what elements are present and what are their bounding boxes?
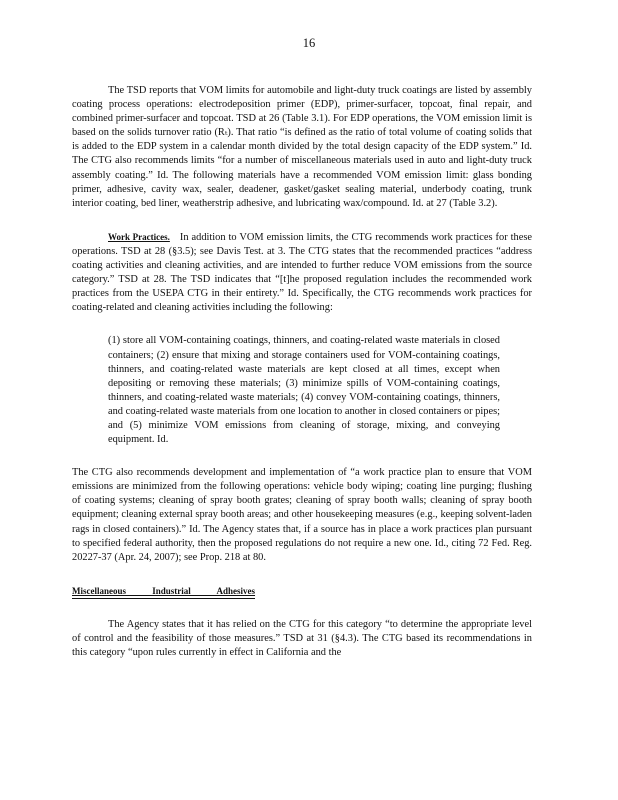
- paragraph-adhesives-ctg: The Agency states that it has relied on the CTG for this category “to determine the appropriate level of control and the feasibility of those measures.” TSD at 31 (§4.3). The CTG based its recommendations in this category “upon rules currently in effect in California and the: [72, 618, 532, 659]
- section-heading-wrapper: [72, 584, 532, 599]
- spacer: [72, 211, 532, 230]
- spacer: [72, 447, 532, 466]
- section-heading-misc-industrial-adhesives: Miscellaneous Industrial Adhesives: [72, 584, 255, 599]
- spacer: [72, 599, 532, 618]
- block-quote-work-practices-list: (1) store all VOM-containing coatings, thinners, and coating-related waste materials in closed containers; (2) ensure that mixing and storage containers used for VOM-containing coatings, thinners, and coating-related waste materials are kept closed at all times, except when depositing or removing these materials; (3) minimize spills of VOM-containing coatings, thinners, and coating-related waste materials; (4) convey VOM-containing coatings, thinners, and coating-related waste materials from one location to another in closed containers or pipes; and (5) minimize VOM emissions from cleaning of storage, mixing, and conveying equipment. Id.: [108, 335, 500, 446]
- page-number: 16: [302, 36, 316, 50]
- spacer: [72, 315, 532, 334]
- paragraph-work-practices-text: In addition to VOM emission limits, the CTG recommends work practices for these operations. TSD at 28 (§3.5); see Davis Test. at 3. The CTG states that the recommended practices “address coating activities and cleaning activities, and are intended to further reduce VOM emissions from the source category.” TSD at 28. The TSD indicates that “[t]he proposed regulation includes the recommended work practices from the USEPA CTG in their entirety.” Id. Specifically, the CTG recommends work practices for coating-related and cleaning activities including the following:: [72, 231, 533, 314]
- paragraph-work-practices: [72, 230, 532, 316]
- document-body: [72, 84, 532, 660]
- paragraph-auto-coating-limits: The TSD reports that VOM limits for automobile and light-duty truck coatings are listed by assembly coating process operations: electrodeposition primer (EDP), primer-surfacer, topcoat, final repair, and combined primer-surfacer and topcoat. TSD at 26 (Table 3.1). For EDP operations, the VOM emission limit is based on the solids turnover ratio (Rₜ). That ratio “is defined as the ratio of total volume of coating solids that is added to the EDP system in a calendar month divided by the total design capacity of the EDP system.” Id. The CTG also recommends limits “for a number of miscellaneous materials used in auto and light-duty truck assembly coating.” Id. The following materials have a recommended VOM emission limit: glass bonding primer, adhesive, cavity wax, sealer, deadener, gasket/gasket sealing material, underbody coating, trunk interior coating, bed liner, weatherstrip adhesive, and lubricating wax/compound. Id. at 27 (Table 3.2).: [72, 85, 532, 209]
- run-in-heading-work-practices: Work Practices.: [108, 231, 170, 242]
- paragraph-work-practice-plan: The CTG also recommends development and implementation of “a work practice plan to ensure that VOM emissions are minimized from the following operations: vehicle body wiping; coating line purging; flushing of coating systems; cleaning of spray booth grates; cleaning of spray booth walls; cleaning of spray booth equipment; cleaning external spray booth areas; and other housekeeping measures (e.g., keeping solvent-laden rags in closed containers).” Id. The Agency states that, if a source has in place a work practices plan pursuant to specified federal authority, then the proposed regulations do not require a new one. Id., citing 72 Fed. Reg. 20227-37 (Apr. 24, 2007); see Prop. 218 at 80.: [72, 467, 532, 563]
- spacer: [72, 565, 532, 584]
